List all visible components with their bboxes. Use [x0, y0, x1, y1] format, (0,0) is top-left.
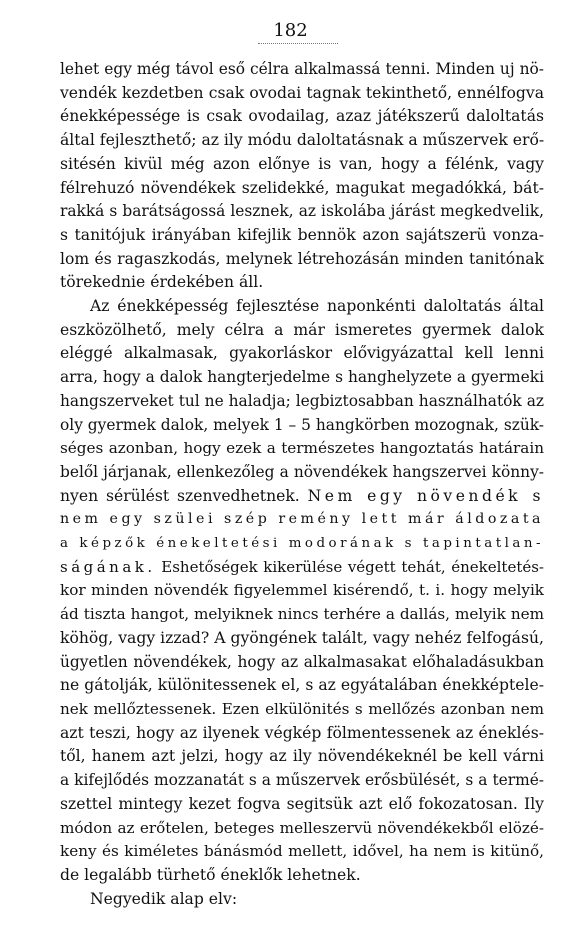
text-line: kor minden növendék figyelemmel kisérendő, t. i. hogy melyik — [60, 581, 544, 600]
text-line: Az énekképesség fejlesztése naponkénti daloltatás által — [90, 297, 544, 316]
text-line: rakká s barátságossá lesznek, az iskolába járást megkedvelik, — [60, 202, 544, 221]
text-span: nyen sérülést szenvedhetnek. — [60, 486, 300, 505]
emphasized-text-line: nem egy szülei szép remény lett már áldozata — [60, 511, 544, 528]
text-line: oly gyermek dalok, melyek 1 – 5 hangkörben mozognak, szük- — [60, 415, 544, 434]
body-text — [60, 58, 544, 911]
text-line: énekképessége is csak ovodailag, azaz játékszerű daloltatás — [60, 107, 544, 126]
text-line: Negyedik alap elv: — [90, 889, 238, 908]
text-line: által fejleszthető; az ily módu daloltatásnak a műszervek erő- — [60, 131, 545, 150]
emphasized-text-line: a képzők énekeltetési modorának s tapintatlan- — [60, 536, 544, 552]
text-line: ád tiszta hangot, melyiknek nincs terhére a dallás, melyik nem — [60, 605, 544, 624]
text-line: módon az erőtelen, beteges melleszervü növendékekből elözé- — [60, 818, 544, 837]
text-line: belől járjanak, ellenkezőleg a növendékek hangszervei könny- — [60, 462, 544, 481]
text-line: vendék kezdetben csak ovodai tagnak tekinthető, ennélfogva — [60, 83, 544, 102]
text-line: a kifejlődés mozzanatát s a műszervek erősbülését, s a termé- — [60, 771, 544, 790]
text-span: Eshetőségek kikerülése végett tehát, énekeltetés- — [161, 557, 544, 576]
emphasized-text: Nem egy növendék s — [307, 486, 544, 505]
text-line: eléggé alkalmasak, gyakorláskor elővigyázattal kell lenni — [60, 344, 544, 363]
text-line: séges azonban, hogy ezek a természetes hangoztatás határain — [60, 439, 544, 458]
text-line: lom és ragaszkodás, melynek létrehozásán minden tanitónak — [60, 249, 544, 268]
page-number: 182 — [273, 20, 308, 41]
text-line: nek mellőztessenek. Ezen elkülönités s mellőzés azonban nem — [60, 699, 544, 718]
text-line: de legalább türhető éneklők lehetnek. — [60, 865, 361, 884]
text-line: azt teszi, hogy az ilyenek végkép fölmentessenek az éneklés- — [60, 723, 544, 742]
text-line — [60, 485, 544, 509]
text-line — [60, 556, 544, 580]
text-line: lehet egy még távol eső célra alkalmassá tenni. Minden uj nö- — [60, 60, 544, 78]
text-line: ne gátolják, különitessenek el, s az egyátalában énekképtele- — [60, 676, 544, 695]
emphasized-text: ságának. — [60, 557, 156, 576]
text-line: sitésén kivül még azon előnye is van, hogy a félénk, vagy — [60, 154, 544, 173]
header-rule — [258, 43, 338, 44]
text-line: arra, hogy a dalok hangterjedelme s hanghelyzete a gyermeki — [60, 368, 544, 387]
text-line: eszközölhető, mely célra a már ismeretes gyermek dalok — [60, 320, 544, 339]
text-line: törekednie érdekében áll. — [60, 273, 264, 292]
text-line: szettel mintegy kezet fogva segitsük azt elő fokozatosan. Ily — [60, 794, 544, 813]
text-line: keny és kiméletes bánásmód mellett, idővel, ha nem is kitünő, — [60, 842, 544, 861]
text-line: hangszerveket tul ne haladja; legbiztosabban használhatók az — [60, 391, 544, 410]
text-line: ügyetlen növendékek, hogy az alkalmasakat előhaladásukban — [60, 652, 544, 671]
text-line: félrehuzó növendékek szelidekké, magukat megadókká, bát- — [60, 178, 544, 197]
text-line: s tanitójuk irányában kifejlik bennök azon sajátszerü vonza- — [60, 225, 544, 244]
text-line: től, hanem azt jelzi, hogy az ily növendékeknél be kell várni — [60, 747, 544, 766]
text-line: köhög, vagy izzad? A gyöngének talált, vagy nehéz felfogású, — [60, 628, 544, 647]
